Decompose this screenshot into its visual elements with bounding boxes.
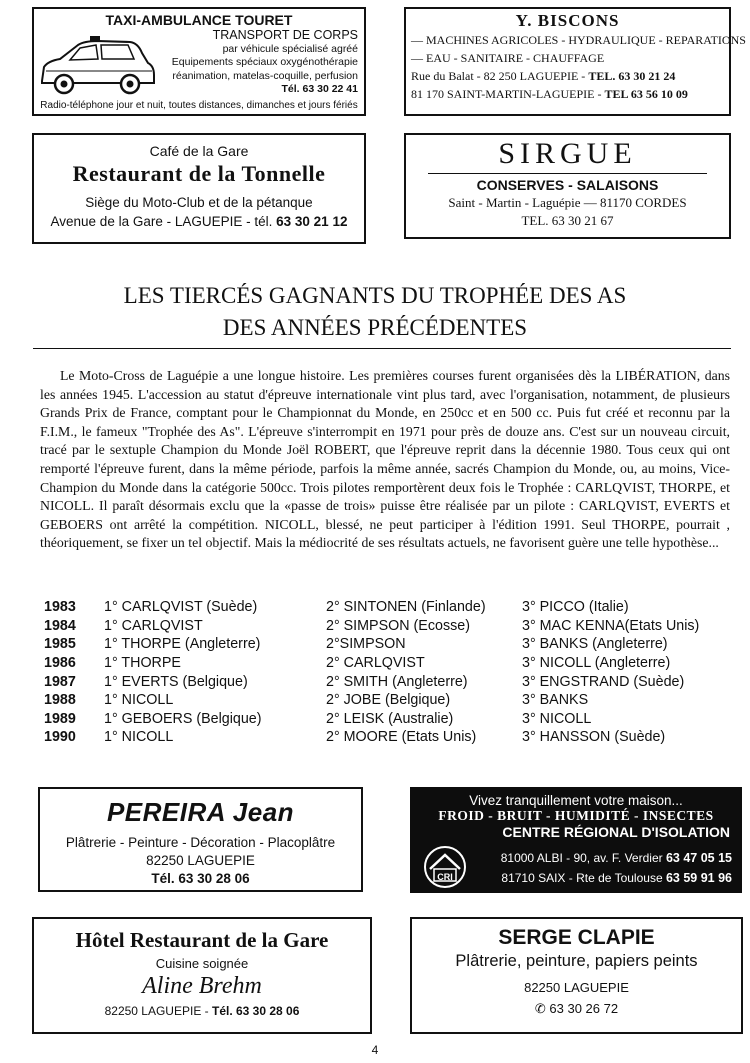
ad-line: réanimation, matelas-coquille, perfusion: [172, 69, 358, 82]
ad-taxi-ambulance: [32, 7, 366, 116]
ad-phone: 63 30 21 12: [276, 214, 348, 229]
ad-line: FROID - BRUIT - HUMIDITÉ - INSECTES: [438, 808, 714, 823]
ad-title: PEREIRA Jean: [106, 797, 295, 827]
third-place-cell: 3° MAC KENNA(Etats Unis): [522, 617, 700, 634]
third-place-cell: 3° BANKS: [522, 692, 589, 709]
ad-line: [34, 212, 364, 231]
second-place-cell: 2° SINTONEN (Finlande): [326, 599, 486, 616]
table-row: [44, 635, 734, 654]
ad-line: TRANSPORT DE CORPS: [212, 28, 358, 42]
ad-serge-clapie: [410, 917, 743, 1034]
ad-title: SIRGUE: [498, 137, 637, 170]
ad-line: Siège du Moto-Club et de la pétanque: [85, 195, 313, 210]
third-place-cell: 3° NICOLL: [522, 710, 592, 727]
year-cell: 1988: [44, 692, 76, 709]
ad-address-line: [470, 871, 732, 885]
ad-address: 81710 SAIX - Rte de Toulouse: [501, 871, 666, 885]
ad-address: 82250 LAGUEPIE: [524, 980, 629, 995]
second-place-cell: 2° SMITH (Angleterre): [326, 673, 468, 690]
ad-address-line: [34, 1004, 370, 1018]
ad-line: Plâtrerie - Peinture - Décoration - Placoplâtre: [65, 835, 336, 850]
signature: Aline Brehm: [142, 973, 262, 999]
ad-phone: Tél. 63 30 22 41: [281, 83, 358, 95]
ad-line: — EAU - SANITAIRE - CHAUFFAGE: [411, 51, 605, 65]
ad-title: SERGE CLAPIE: [498, 926, 655, 949]
first-place-cell: 1° THORPE: [104, 655, 181, 672]
first-place-cell: 1° CARLQVIST (Suède): [104, 599, 258, 616]
page-title: [60, 280, 690, 344]
table-row: [44, 728, 734, 747]
first-place-cell: 1° CARLQVIST: [104, 617, 203, 634]
title-line: LES TIERCÉS GAGNANTS DU TROPHÉE DES AS: [123, 283, 627, 308]
ad-phone: Tél. 63 30 28 06: [211, 1004, 300, 1018]
year-cell: 1984: [44, 617, 76, 634]
table-row: [44, 598, 734, 617]
house-logo-icon: [420, 845, 470, 889]
table-row: [44, 710, 734, 729]
second-place-cell: 2° CARLQVIST: [326, 655, 425, 672]
ad-phone: TEL. 63 30 21 67: [521, 213, 614, 228]
year-cell: 1989: [44, 710, 76, 727]
third-place-cell: 3° BANKS (Angleterre): [522, 636, 668, 653]
ad-address: Avenue de la Gare - LAGUEPIE - tél.: [50, 214, 277, 229]
ad-address: 82250 LAGUEPIE: [146, 853, 255, 868]
ad-phone: TEL 63 56 10 09: [604, 87, 688, 101]
ad-phone: 63 59 91 96: [665, 871, 732, 885]
ad-biscons: [404, 7, 746, 116]
article-paragraph: Le Moto-Cross de Laguépie a une longue histoire. Les premières courses furent organisées dès la LIBÉRATION, dans les années 1945. L'accession au statut d'épreuve internationale vint plus tard, avec l'organisation, notamment, de plusieurs Grands Prix de France, comptant pour le Championnat du Monde, en 250cc et en 500 cc. Puis fut créé et reconnu par la F.I.M., le fameux "Trophée des As". L'épreuve s'interrompit en 1971 pour près de douze ans. C'est sur un nouveau circuit, tracé par le sextuple Champion du Monde Joël ROBERT, que l'épreuve reprit dans la décennie 1980. Tous ceux qui ont remporté l'épreuve furent, dans la même période, parfois la même année, sacrés Champion du Monde, ou, au moins, Vice-Champion du Monde dans la catégorie 500cc. Trois pilotes remportèrent deux fois le Trophée : CARLQVIST, THORPE, et NICOLL. Il paraît désormais exclu que la «passe de trois» puisse être réalisée par un pilote : CARLQVIST, EVERTS et GEBOERS ont arrêté la compétition. NICOLL, blessé, ne peut participer à l'édition 1991. Seul THORPE, pourrait , théoriquement, se fixer un tel objectif. Mais la médiocrité de ses résultats actuels, ne favorisent guère une telle hypothèse...: [40, 368, 730, 551]
ad-address: 81 170 SAINT-MARTIN-LAGUEPIE -: [411, 87, 605, 101]
page-number: 4: [371, 1043, 379, 1057]
year-cell: 1990: [44, 729, 76, 746]
third-place-cell: 3° PICCO (Italie): [522, 599, 629, 616]
second-place-cell: 2°SIMPSON: [326, 636, 406, 653]
third-place-cell: 3° NICOLL (Angleterre): [522, 655, 671, 672]
year-cell: 1985: [44, 636, 76, 653]
ad-line: — MACHINES AGRICOLES - HYDRAULIQUE - REPARATIONS: [411, 33, 746, 47]
ad-address: Rue du Balat - 82 250 LAGUEPIE -: [411, 69, 589, 83]
results-table: [44, 598, 734, 747]
second-place-cell: 2° JOBE (Belgique): [326, 692, 451, 709]
ad-line: CONSERVES - SALAISONS: [476, 177, 659, 193]
year-cell: 1983: [44, 599, 76, 616]
ad-restaurant-tonnelle: [32, 133, 366, 244]
ad-tagline: Vivez tranquillement votre maison...: [469, 793, 683, 808]
ad-pereira: [38, 787, 363, 892]
ad-address-line: [470, 851, 732, 865]
ad-line: par véhicule spécialisé agréé: [222, 42, 358, 55]
first-place-cell: 1° NICOLL: [104, 692, 174, 709]
ad-phone: ✆ 63 30 26 72: [534, 1001, 619, 1016]
third-place-cell: 3° HANSSON (Suède): [522, 729, 666, 746]
year-cell: 1987: [44, 673, 76, 690]
ad-hotel-restaurant-gare: [32, 917, 372, 1034]
divider: [428, 173, 707, 174]
title-line: DES ANNÉES PRÉCÉDENTES: [222, 315, 528, 340]
ad-subtitle: Cuisine soignée: [155, 956, 249, 971]
logo-text: CRI: [437, 872, 453, 882]
ad-address: Saint - Martin - Laguépie — 81170 CORDES: [448, 195, 687, 210]
ad-footer: Radio-téléphone jour et nuit, toutes distances, dimanches et jours fériés: [40, 100, 358, 111]
first-place-cell: 1° THORPE (Angleterre): [104, 636, 261, 653]
ad-address: 81000 ALBI - 90, av. F. Verdier: [500, 851, 666, 865]
ad-line: [406, 67, 729, 85]
table-row: [44, 691, 734, 710]
table-row: [44, 672, 734, 691]
ad-title: Hôtel Restaurant de la Gare: [75, 928, 329, 952]
ad-subtitle: Café de la Gare: [149, 143, 249, 159]
ad-info: [143, 29, 358, 97]
ad-phone: TEL. 63 30 21 24: [588, 69, 676, 83]
ad-sirgue: [404, 133, 731, 239]
ad-line: [406, 85, 729, 103]
second-place-cell: 2° LEISK (Australie): [326, 710, 454, 727]
second-place-cell: 2° MOORE (Etats Unis): [326, 729, 477, 746]
third-place-cell: 3° ENGSTRAND (Suède): [522, 673, 685, 690]
ad-centre-isolation: [410, 787, 742, 893]
ad-phone: Tél. 63 30 28 06: [151, 871, 250, 886]
second-place-cell: 2° SIMPSON (Ecosse): [326, 617, 470, 634]
ad-line: Equipements spéciaux oxygénothérapie: [171, 56, 358, 68]
ad-title: TAXI-AMBULANCE TOURET: [105, 12, 293, 28]
ad-title: Y. BISCONS: [515, 11, 620, 30]
divider: [33, 348, 731, 349]
table-row: [44, 617, 734, 636]
ad-title: CENTRE RÉGIONAL D'ISOLATION: [502, 824, 730, 840]
ambulance-car-illustration: [38, 31, 158, 101]
ad-line: Plâtrerie, peinture, papiers peints: [455, 952, 698, 970]
ad-title: Restaurant de la Tonnelle: [72, 161, 326, 186]
ad-phone: 63 47 05 15: [665, 851, 732, 865]
article-body: [40, 367, 730, 553]
first-place-cell: 1° GEBOERS (Belgique): [104, 710, 262, 727]
ad-address: 82250 LAGUEPIE -: [104, 1004, 212, 1018]
table-row: [44, 654, 734, 673]
first-place-cell: 1° NICOLL: [104, 729, 174, 746]
year-cell: 1986: [44, 655, 76, 672]
first-place-cell: 1° EVERTS (Belgique): [104, 673, 248, 690]
